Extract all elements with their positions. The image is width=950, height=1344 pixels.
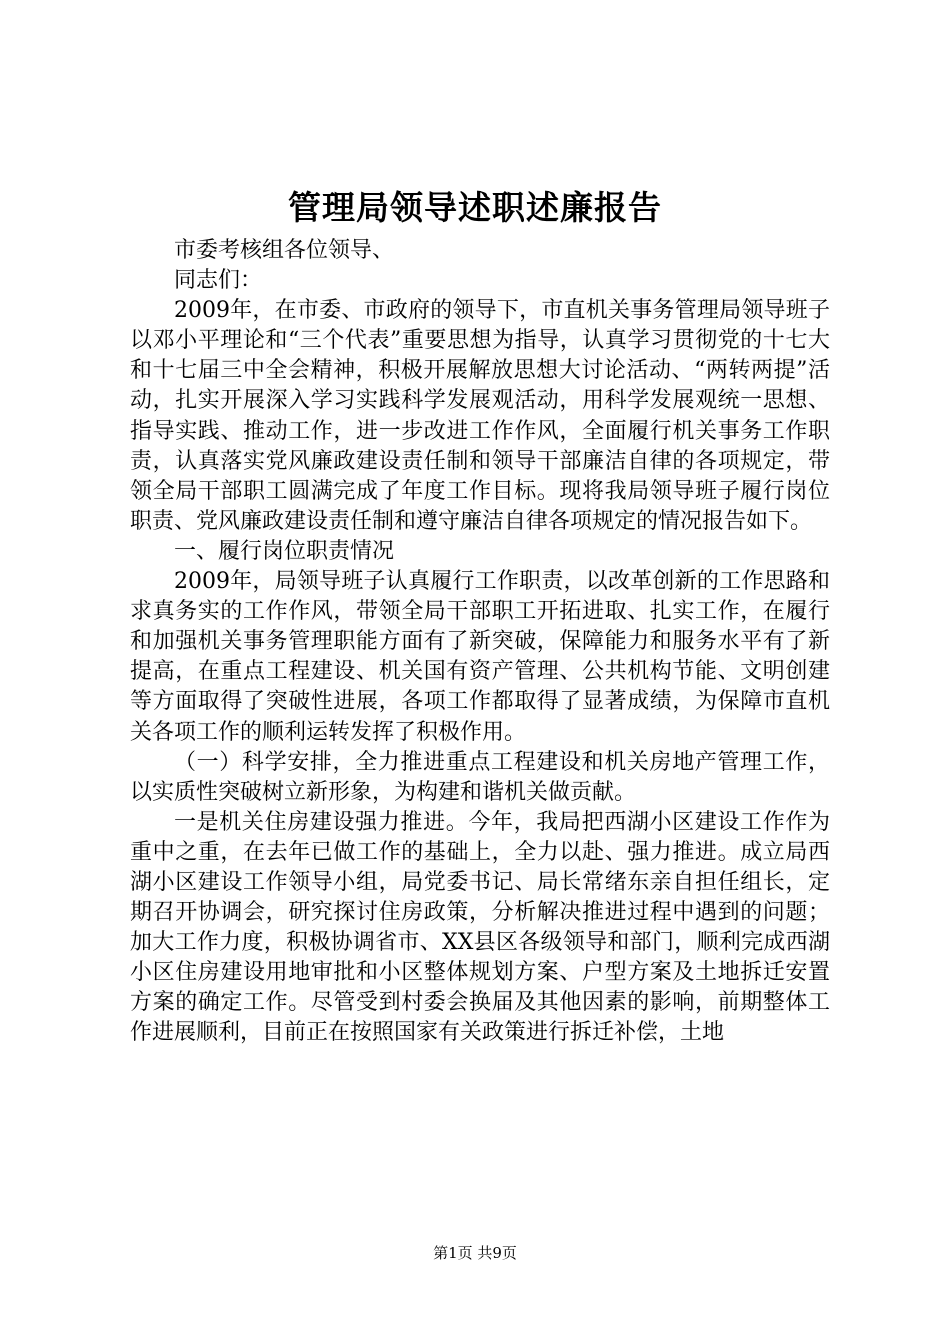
page-footer: 第1页 共9页 xyxy=(433,1244,517,1262)
salutation-line-1: 市委考核组各位领导、 xyxy=(174,238,395,263)
body-paragraph: 一是机关住房建设强力推进。今年，我局把西湖小区建设工作作为重中之重，在去年已做工作的基础上，全力以赴、强力推进。成立局西湖小区建设工作领导小组，局党委书记、局长常绪东亲自担任组长，定期召开协调会，研究探讨住房政策，分析解决推进过程中遇到的问题；加大工作力度，积极协调省市、XX县区各级领导和部门，顺利完成西湖小区住房建设用地审批和小区整体规划方案、户型方案及土地拆迁安置方案的确定工作。尽管受到村委会换届及其他因素的影响，前期整体工作进展顺利，目前正在按照国家有关政策进行拆迁补偿，土地 xyxy=(130,809,830,1046)
body-paragraph: 2009年，在市委、市政府的领导下，市直机关事务管理局领导班子以邓小平理论和“三个代表”重要思想为指导，认真学习贯彻党的十七大和十七届三中全会精神，积极开展解放思想大讨论活动、“两转两提”活动，扎实开展深入学习实践科学发展观活动，用科学发展观统一思想、指导实践、推动工作，进一步改进工作作风，全面履行机关事务工作职责，认真落实党风廉政建设责任制和领导干部廉洁自律的各项规定，带领全局干部职工圆满完成了年度工作目标。现将我局领导班子履行岗位职责、党风廉政建设责任制和遵守廉洁自律各项规定的情况报告如下。 xyxy=(130,298,830,534)
salutation-line-2: 同志们： xyxy=(174,268,263,294)
document-body xyxy=(130,236,830,1049)
body-paragraph: 2009年，局领导班子认真履行工作职责，以改革创新的工作思路和求真务实的工作作风，带领全局干部职工开拓进取、扎实工作，在履行和加强机关事务管理职能方面有了新突破，保障能力和服务水平有了新提高，在重点工程建设、机关国有资产管理、公共机构节能、文明创建等方面取得了突破性进展，各项工作都取得了显著成绩，为保障市直机关各项工作的顺利运转发挥了积极作用。 xyxy=(130,569,830,745)
subsection-heading: （一）科学安排，全力推进重点工程建设和机关房地产管理工作，以实质性突破树立新形象，为构建和谐机关做贡献。 xyxy=(130,749,830,805)
document-title: 管理局领导述职述廉报告 xyxy=(288,188,662,227)
section-heading: 一、履行岗位职责情况 xyxy=(174,538,395,564)
